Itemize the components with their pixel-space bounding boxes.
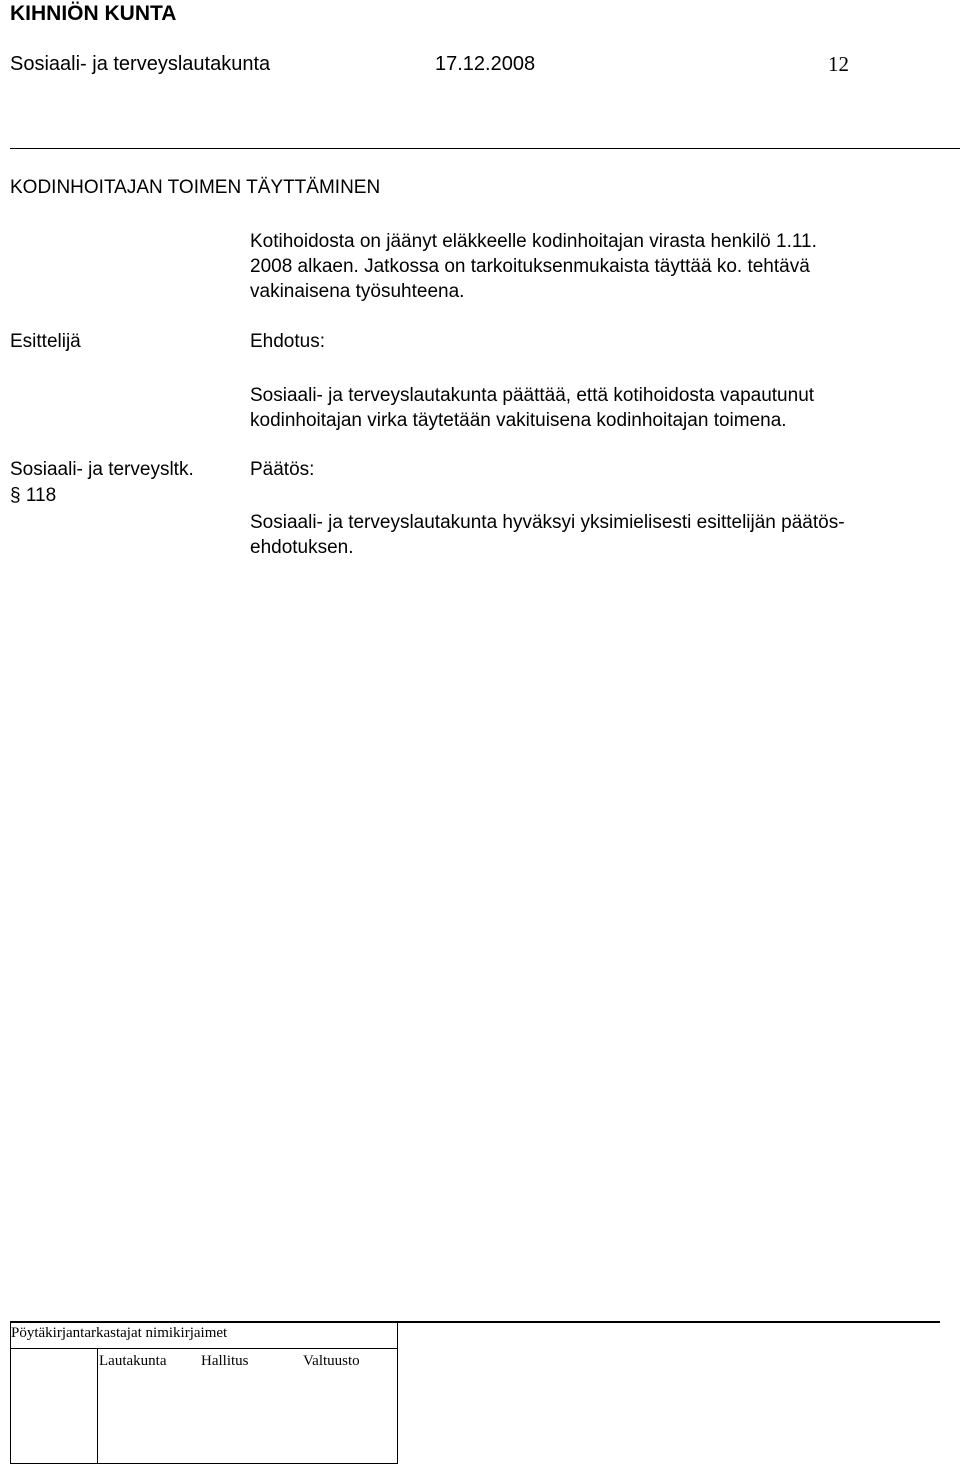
proposal-paragraph [250, 383, 814, 433]
decision-paragraph [250, 510, 845, 560]
intro-line: vakinaisena työsuhteena. [250, 281, 465, 302]
decision-label: Päätös: [250, 459, 315, 480]
proposal-line: Sosiaali- ja terveyslautakunta päättää, että kotihoidosta vapautunut [250, 385, 815, 406]
organization-name: KIHNIÖN KUNTA [10, 2, 177, 25]
page-number: 12 [828, 52, 849, 76]
header-divider [10, 148, 960, 149]
intro-paragraph [250, 229, 817, 304]
footer-column-committee: Lautakunta [99, 1353, 167, 1369]
decision-line: ehdotuksen. [250, 537, 354, 558]
intro-line: Kotihoidosta on jäänyt eläkkeelle kodinhoitajan virasta henkilö 1.11. [250, 231, 817, 252]
footer-column-divider [97, 1348, 98, 1463]
footer-title: Pöytäkirjantarkastajat nimikirjaimet [11, 1325, 228, 1341]
proposal-label: Ehdotus: [250, 331, 325, 352]
footer-column-board: Hallitus [201, 1353, 249, 1369]
committee-name: Sosiaali- ja terveyslautakunta [10, 53, 271, 75]
meeting-date: 17.12.2008 [435, 53, 536, 75]
footer-row-divider [11, 1348, 397, 1349]
signature-initials-box [10, 1323, 398, 1464]
section-ref-number: § 118 [10, 485, 57, 506]
section-title: KODINHOITAJAN TOIMEN TÄYTTÄMINEN [10, 177, 381, 198]
intro-line: 2008 alkaen. Jatkossa on tarkoituksenmukaista täyttää ko. tehtävä [250, 256, 810, 277]
proposal-line: kodinhoitajan virka täytetään vakituisena kodinhoitajan toimena. [250, 410, 787, 431]
presenter-label: Esittelijä [10, 331, 81, 352]
decision-line: Sosiaali- ja terveyslautakunta hyväksyi yksimielisesti esittelijän päätös- [250, 512, 845, 533]
section-ref-committee: Sosiaali- ja terveysltk. [10, 459, 194, 480]
footer-column-council: Valtuusto [303, 1353, 360, 1369]
